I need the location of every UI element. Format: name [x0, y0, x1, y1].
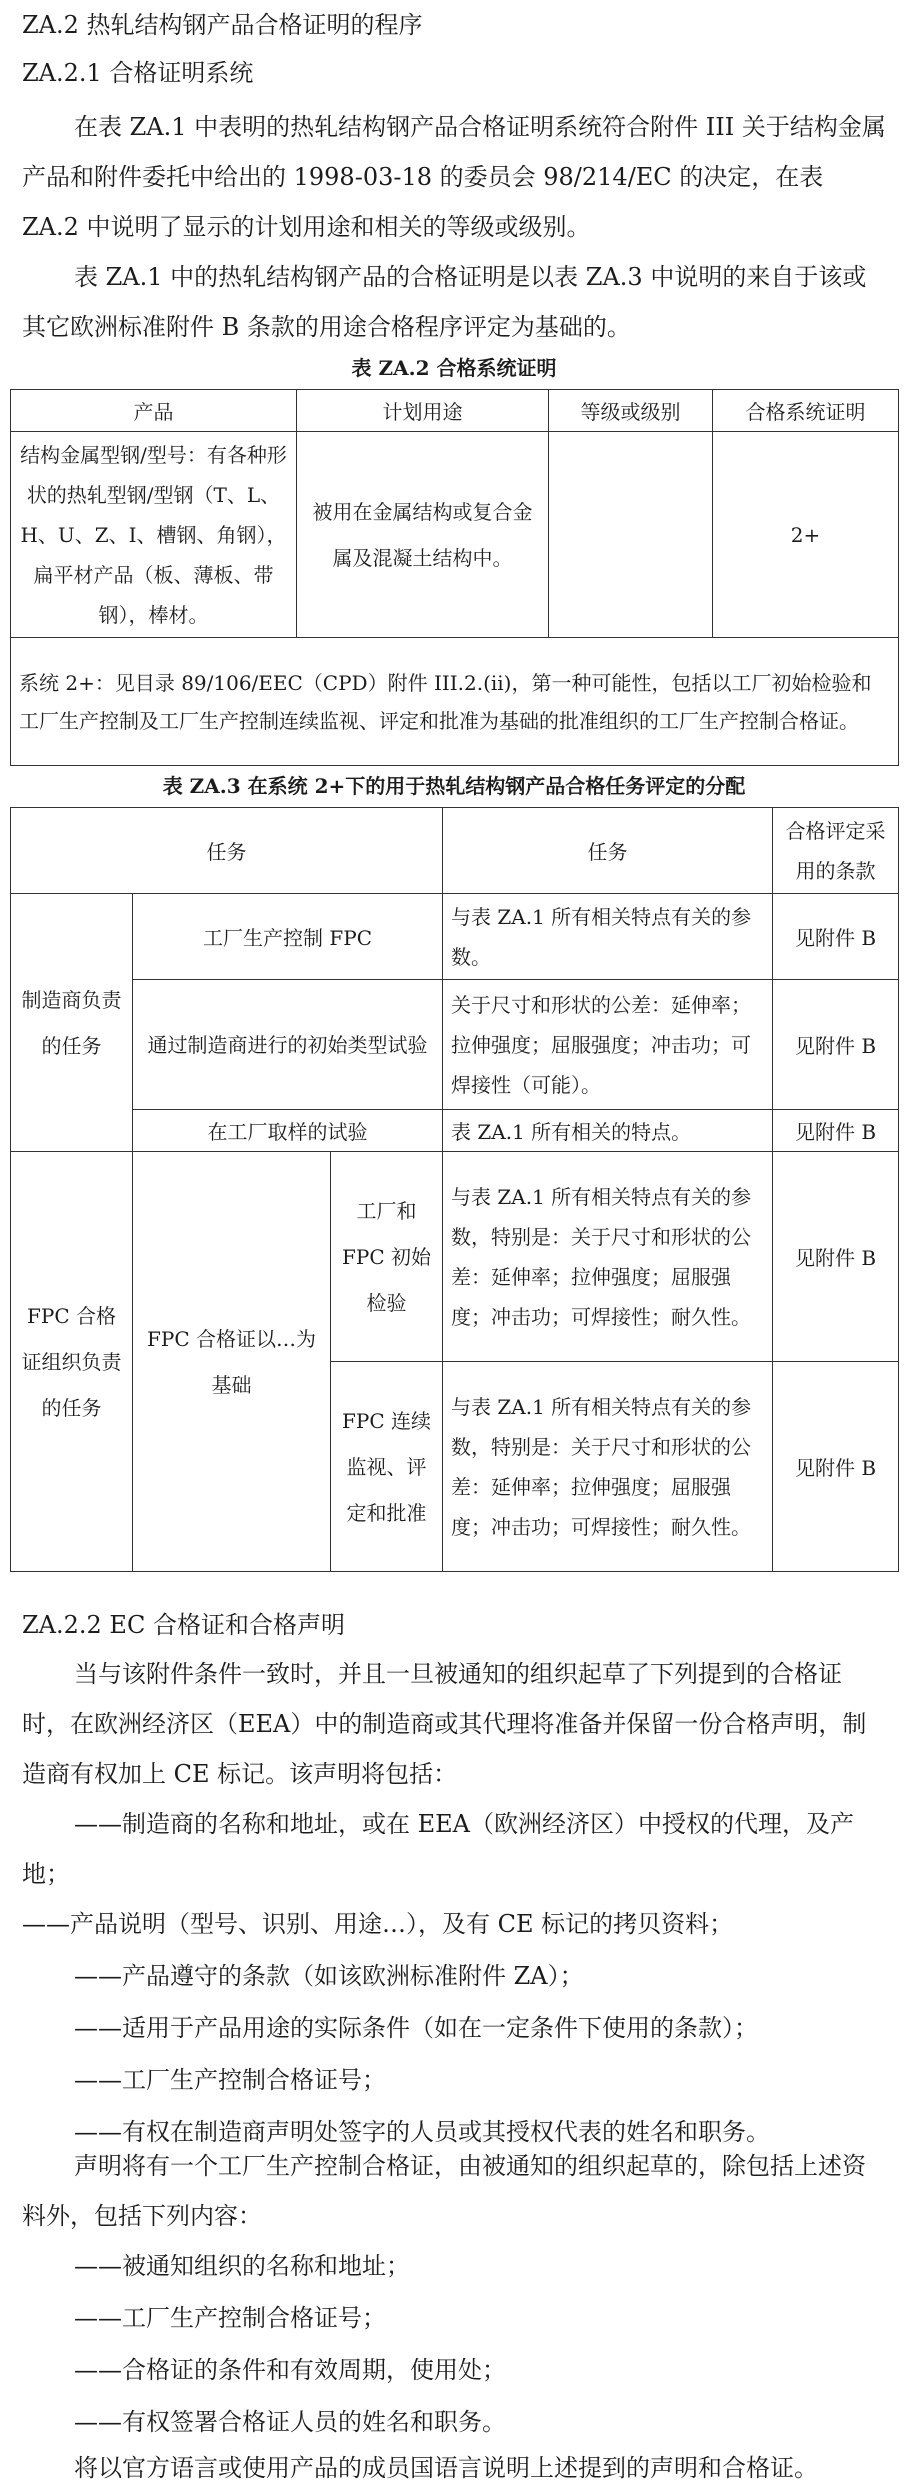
table-za2: [10, 389, 899, 766]
table-row: [11, 1152, 899, 1362]
header-system: 合格系统证明: [713, 390, 899, 432]
table-za2-header-row: [11, 390, 899, 432]
table-row: [11, 1110, 899, 1152]
table-row: [11, 894, 899, 980]
header-task-1: 任务: [11, 808, 443, 894]
list-item: ——工厂生产控制合格证号；: [74, 2066, 386, 2094]
cell-note: 系统 2+：见目录 89/106/EEC（CPD）附件 III.2.(ii)，第一种可能性，包括以工厂初始检验和工厂生产控制及工厂生产控制连续监视、评定和批准为基础的批准组织的工厂生产控制合格证。: [11, 638, 899, 766]
table-za2-row: [11, 432, 899, 638]
cell-task: 在工厂取样的试验: [133, 1110, 443, 1152]
cell-system: 2+: [713, 432, 899, 638]
cell-product: 结构金属型钢/型号：有各种形状的热轧型钢/型钢（T、L、H、U、Z、I、槽钢、角钢），扁平材产品（板、薄板、带钢），棒材。: [11, 432, 297, 638]
cell-sub-task: 工厂和 FPC 初始检验: [331, 1152, 443, 1362]
closing-paragraph: 将以官方语言或使用产品的成员国语言说明上述提到的声明和合格证。: [74, 2454, 818, 2482]
cell-clause: 见附件 B: [773, 894, 899, 980]
paragraph-2-text: 表 ZA.1 中的热轧结构钢产品的合格证明是以表 ZA.3 中说明的来自于该或其它欧洲标准附件 B 条款的用途合格程序评定为基础的。: [22, 263, 867, 341]
list-item: [22, 1799, 886, 1899]
subsection-heading-za-2-2: ZA.2.2 EC 合格证和合格声明: [22, 1611, 345, 1639]
table-za2-caption: 表 ZA.2 合格系统证明: [351, 356, 557, 380]
list-item: ——工厂生产控制合格证号；: [74, 2304, 386, 2332]
list-item: ——产品说明（型号、识别、用途…），及有 CE 标记的拷贝资料；: [22, 1910, 734, 1938]
paragraph-4: [22, 2141, 886, 2241]
cell-clause: 见附件 B: [773, 1362, 899, 1572]
cell-group-manufacturer: 制造商负责的任务: [11, 894, 133, 1152]
paragraph-1-text: 在表 ZA.1 中表明的热轧结构钢产品合格证明系统符合附件 III 关于结构金属产品和附件委托中给出的 1998-03-18 的委员会 98/214/EC 的决定，在表 ZA.2 中说明了显示的计划用途和相关的等级或级别。: [22, 113, 886, 241]
cell-detail: 关于尺寸和形状的公差：延伸率；拉伸强度；屈服强度；冲击功；可焊接性（可能）。: [443, 980, 773, 1110]
list-item: ——适用于产品用途的实际条件（如在一定条件下使用的条款）；: [74, 2014, 758, 2042]
cell-detail: 与表 ZA.1 所有相关特点有关的参数，特别是：关于尺寸和形状的公差：延伸率；拉伸强度；屈服强度；冲击功；可焊接性；耐久性。: [443, 1152, 773, 1362]
header-clause: 合格评定采用的条款: [773, 808, 899, 894]
cell-clause: 见附件 B: [773, 1152, 899, 1362]
paragraph-4-text: 声明将有一个工厂生产控制合格证，由被通知的组织起草的，除包括上述资料外，包括下列内容：: [22, 2152, 866, 2230]
header-use: 计划用途: [297, 390, 549, 432]
list-item: ——被通知组织的名称和地址；: [74, 2252, 410, 2280]
cell-task: 工厂生产控制 FPC: [133, 894, 443, 980]
cell-use: 被用在金属结构或复合金属及混凝土结构中。: [297, 432, 549, 638]
section-heading: ZA.2 热轧结构钢产品合格证明的程序: [22, 11, 423, 39]
cell-group-fpc: FPC 合格证组织负责的任务: [11, 1152, 133, 1572]
cell-clause: 见附件 B: [773, 980, 899, 1110]
list-item: ——合格证的条件和有效周期，使用处；: [74, 2356, 506, 2384]
cell-basis: FPC 合格证以…为基础: [133, 1152, 331, 1572]
cell-task: 通过制造商进行的初始类型试验: [133, 980, 443, 1110]
cell-detail: 与表 ZA.1 所有相关特点有关的参数，特别是：关于尺寸和形状的公差：延伸率；拉伸强度；屈服强度；冲击功；可焊接性；耐久性。: [443, 1362, 773, 1572]
cell-grade: [549, 432, 713, 638]
header-grade: 等级或级别: [549, 390, 713, 432]
header-product: 产品: [11, 390, 297, 432]
table-za3-header-row: [11, 808, 899, 894]
cell-detail: 与表 ZA.1 所有相关特点有关的参数。: [443, 894, 773, 980]
table-za3: [10, 807, 899, 1572]
list-item: ——产品遵守的条款（如该欧洲标准附件 ZA）；: [74, 1962, 584, 1990]
list-item-text: ——制造商的名称和地址，或在 EEA（欧洲经济区）中授权的代理，及产地；: [22, 1810, 854, 1888]
cell-detail: 表 ZA.1 所有相关的特点。: [443, 1110, 773, 1152]
table-za3-caption: 表 ZA.3 在系统 2+下的用于热轧结构钢产品合格任务评定的分配: [162, 774, 746, 798]
cell-clause: 见附件 B: [773, 1110, 899, 1152]
paragraph-2: [22, 252, 886, 352]
paragraph-3-text: 当与该附件条件一致时，并且一旦被通知的组织起草了下列提到的合格证时，在欧洲经济区（EEA）中的制造商或其代理将准备并保留一份合格声明，制造商有权加上 CE 标记。该声明将包括：: [22, 1660, 867, 1788]
subsection-heading-za-2-1: ZA.2.1 合格证明系统: [22, 59, 254, 87]
table-row: [11, 980, 899, 1110]
paragraph-1: [22, 102, 886, 252]
list-item: ——有权在制造商声明处签字的人员或其授权代表的姓名和职务。: [74, 2118, 770, 2146]
cell-sub-task: FPC 连续监视、评定和批准: [331, 1362, 443, 1572]
paragraph-3: [22, 1649, 886, 1799]
table-za2-note-row: [11, 638, 899, 766]
header-task-2: 任务: [443, 808, 773, 894]
list-item: ——有权签署合格证人员的姓名和职务。: [74, 2408, 506, 2436]
